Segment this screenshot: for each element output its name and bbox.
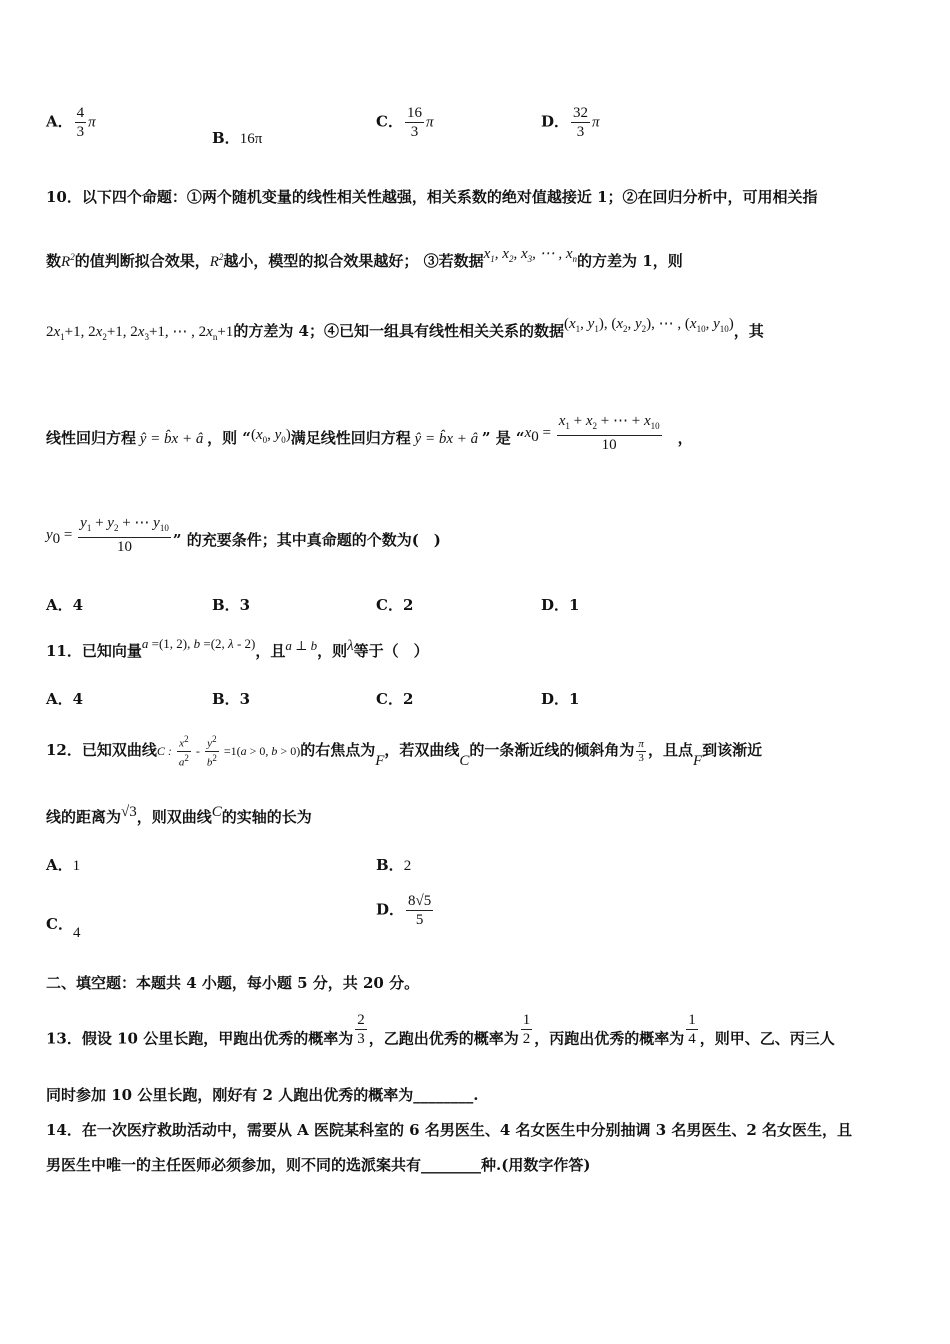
q10-line5: $y_0$ = $\frac{y_1 + y_2 + \cdots y_{10}}{10}$ ” 的充要条件；其中真命题的个数为( ): [46, 515, 441, 555]
q9-option-c: C． $\frac{16}{3}$ π: [376, 105, 434, 140]
q11-line: 11．已知向量a =(1, 2), b =(2, λ - 2)，且a ⊥ b，则λ等于（ ）: [46, 636, 429, 660]
section-2-heading: 二、填空题：本题共 4 小题，每小题 5 分，共 20 分。: [46, 974, 420, 992]
q11-option-c: C．2: [376, 690, 414, 708]
q10-line4: 线性回归方程 ŷ = b̂x + â ，则 “($x_0$, $y_0$)满足线性回归方程 ŷ = b̂x + â ” 是 “$x_0$ = $\frac{x_1 + x_2 + \cdots + x_{10}}{10}$ ，: [46, 413, 693, 453]
q14-line2: 男医生中唯一的主任医师必须参加，则不同的选派案共有________种.(用数字作答): [46, 1156, 591, 1174]
q11-option-b: B．3: [212, 690, 251, 708]
q10-line3: $2x_1+1$, $2x_2+1$, $2x_3+1$, ⋯ , $2x_n+1$的方差为 4；④已知一组具有线性相关关系的数据($x_1$, $y_1$), ($x_2$, $y_2$), ⋯ , ($x_{10}$, $y_{10}$)，其: [46, 316, 764, 342]
q10-option-c: C．2: [376, 596, 414, 614]
q13-line2: 同时参加 10 公里长跑，刚好有 2 人跑出优秀的概率为________.: [46, 1086, 479, 1104]
q9-option-b: B．16π: [212, 129, 263, 147]
q10-option-b: B．3: [212, 596, 251, 614]
q14-line1: 14．在一次医疗救助活动中，需要从 A 医院某科室的 6 名男医生、4 名女医生中分别抽调 3 名男医生、2 名女医生，且: [46, 1121, 853, 1139]
q10-line1: 10．以下四个命题：①两个随机变量的线性相关性越强，相关系数的绝对值越接近 1；②在回归分析中，可用相关指: [46, 188, 818, 206]
q10-option-a: A．4: [46, 596, 84, 614]
q12-option-b: B．2: [376, 856, 412, 874]
q10-line2: 数$R^2$的值判断拟合效果，$R^2$越小，模型的拟合效果越好； ③若数据$x_1$, $x_2$, $x_3$, ⋯ , $x_n$的方差为 1，则: [46, 246, 683, 270]
q9-option-d: D． $\frac{32}{3}$ π: [541, 105, 600, 140]
q13-line1: 13．假设 10 公里长跑，甲跑出优秀的概率为 $\frac{2}{3}$ ，乙跑出优秀的概率为 $\frac{1}{2}$ ，丙跑出优秀的概率为 $\frac{1}{4}$ ，则甲、乙、丙三人: [46, 1012, 835, 1048]
q11-option-d: D．1: [541, 690, 580, 708]
q12-line1: 12．已知双曲线C : $\frac{x^2}{a^2}$ - $\frac{y^2}{b^2}$ =1(a > 0, b > 0)的右焦点为F，若双曲线C的一条渐近线的倾斜角为 $\frac{\pi}{3}$ ，且点F到该渐近: [46, 734, 763, 770]
q11-option-a: A．4: [46, 690, 84, 708]
q12-option-a: A．1: [46, 856, 81, 874]
q9-option-a: A． $\frac{4}{3}$ π: [46, 105, 96, 140]
q12-option-d: D． $\frac{8√5}{5}$: [376, 893, 432, 928]
q12-line2: 线的距离为√3，则双曲线C的实轴的长为: [46, 804, 312, 826]
q10-option-d: D．1: [541, 596, 580, 614]
q12-option-c: C．4: [46, 915, 81, 941]
